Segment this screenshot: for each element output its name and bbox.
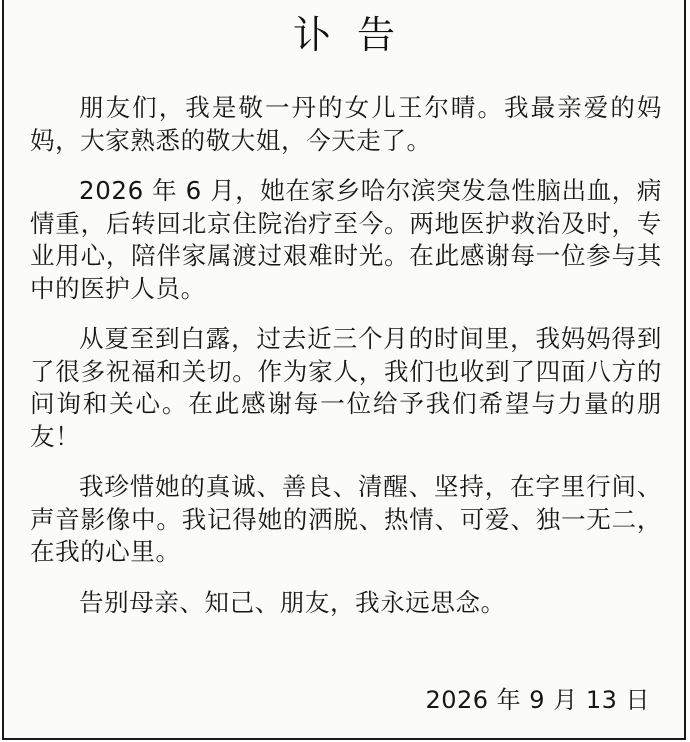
obituary-notice — [2, 0, 686, 740]
paragraph-memories: 我珍惜她的真诚、善良、清醒、坚持，在字里行间、声音影像中。我记得她的洒脱、热情、可爱、独一无二，在我的心里。 — [30, 472, 662, 566]
notice-title: 讣告 — [292, 13, 421, 57]
notice-body — [30, 92, 662, 619]
paragraph-farewell: 告别母亲、知己、朋友，我永远思念。 — [79, 587, 506, 617]
notice-date: 2026 年 9 月 13 日 — [425, 686, 650, 714]
paragraph-illness: 2026 年 6 月，她在家乡哈尔滨突发急性脑出血，病情重，后转回北京住院治疗至今。两地医护救治及时，专业用心，陪伴家属渡过艰难时光。在此感谢每一位参与其中的医护人员。 — [30, 176, 662, 303]
paragraph-greeting: 朋友们，我是敬一丹的女儿王尔晴。我最亲爱的妈妈，大家熟悉的敬大姐，今天走了。 — [30, 93, 662, 155]
paragraph-thanks: 从夏至到白露，过去近三个月的时间里，我妈妈得到了很多祝福和关切。作为家人，我们也收到了四面八方的问询和关心。在此感谢每一位给予我们希望与力量的朋友！ — [30, 324, 662, 451]
